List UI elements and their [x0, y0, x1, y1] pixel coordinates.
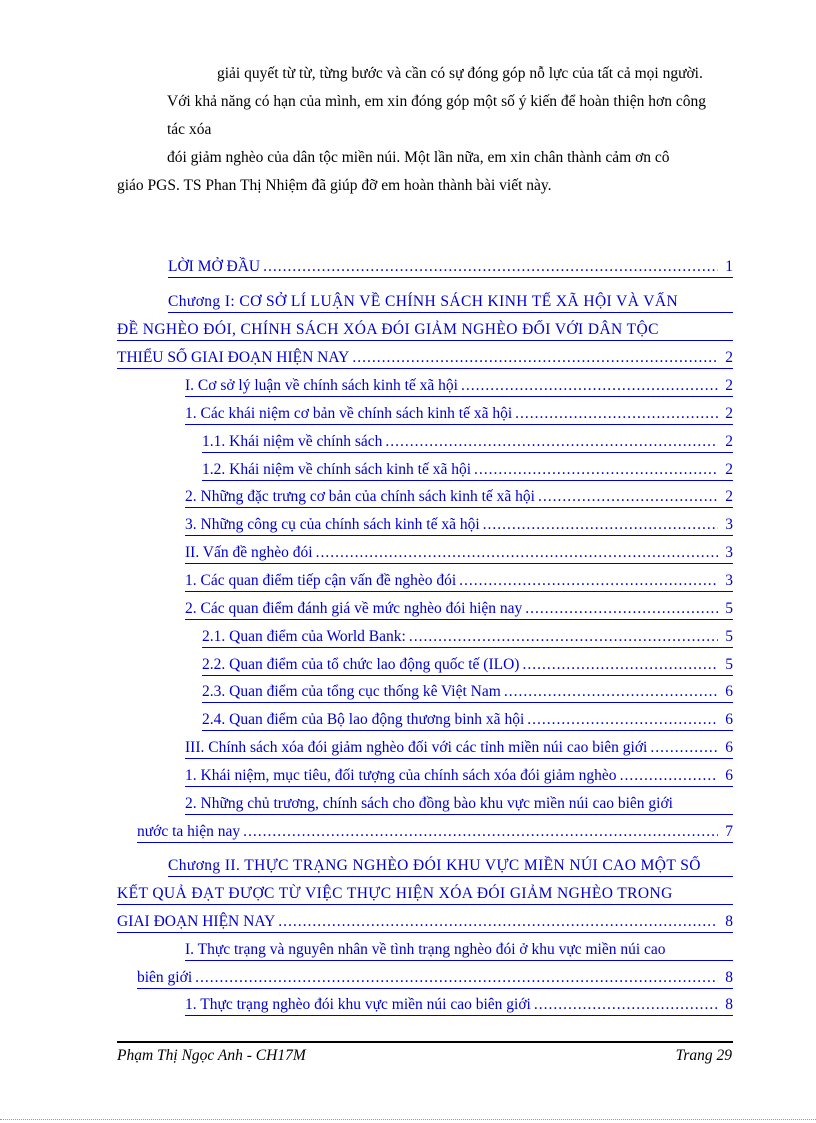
toc-leader — [474, 460, 718, 480]
toc-leader — [385, 432, 718, 452]
footer-divider — [117, 1041, 733, 1043]
toc-entry-text: 1.1. Khái niệm về chính sách — [202, 433, 383, 450]
toc-page-number: 3 — [725, 544, 733, 561]
toc-leader — [527, 710, 718, 730]
toc-entry[interactable] — [185, 995, 733, 1016]
toc-entry-text: II. Vấn đề nghèo đói — [185, 544, 313, 561]
toc-entry[interactable] — [117, 320, 733, 341]
toc-entry[interactable] — [137, 968, 733, 989]
toc-page-number: 2 — [725, 405, 733, 422]
toc-page-number: 2 — [725, 488, 733, 505]
toc-entry[interactable] — [117, 348, 733, 369]
toc-leader — [459, 571, 718, 591]
paragraph-line: Với khả năng có hạn của mình, em xin đóng góp một số ý kiến để hoàn thiện hơn công — [167, 93, 706, 110]
toc-entry[interactable] — [185, 766, 733, 787]
toc-entry-text: 1.2. Khái niệm về chính sách kinh tế xã hội — [202, 461, 472, 478]
paragraph-line — [117, 116, 732, 144]
toc-entry[interactable] — [137, 822, 733, 843]
toc-leader — [352, 348, 718, 368]
toc-entry[interactable] — [185, 487, 733, 508]
toc-entry-text: 2.2. Quan điểm của tổ chức lao động quốc tế (ILO) — [202, 656, 520, 673]
toc-page-number: 6 — [725, 739, 733, 756]
toc-entry[interactable] — [168, 257, 733, 278]
toc-leader — [316, 543, 719, 563]
toc-entry-text: 1. Các khái niệm cơ bản về chính sách kinh tế xã hội — [185, 405, 513, 422]
toc-page-number: 5 — [725, 656, 733, 673]
toc-entry-text: nước ta hiện nay — [137, 823, 241, 840]
footer-page-number: Trang 29 — [675, 1047, 732, 1064]
page-boundary — [0, 1119, 816, 1120]
toc-leader — [195, 968, 718, 988]
toc-entry-text: 1. Các quan điểm tiếp cận vấn đề nghèo đói — [185, 572, 457, 589]
toc-page-number: 2 — [725, 349, 733, 366]
toc-leader — [278, 912, 718, 932]
toc-entry-text: 2.3. Quan điểm của tổng cục thống kê Việt Nam — [202, 683, 501, 700]
toc-entry-text: Chương I: CƠ SỞ LÍ LUẬN VỀ CHÍNH SÁCH KINH TẾ XÃ HỘI VÀ VẤN — [168, 293, 679, 310]
toc-entry-text: 2.1. Quan điểm của World Bank: — [202, 628, 406, 645]
toc-page-number: 5 — [725, 628, 733, 645]
toc-page-number: 7 — [725, 823, 733, 840]
toc-entry[interactable] — [185, 794, 733, 815]
toc-leader — [461, 376, 718, 396]
toc-page-number: 1 — [725, 258, 733, 275]
toc-entry-text: THIỂU SỐ GIAI ĐOẠN HIỆN NAY — [117, 349, 350, 366]
toc-entry[interactable] — [185, 376, 733, 397]
toc-leader — [534, 995, 718, 1015]
toc-leader — [525, 599, 718, 619]
thanks-paragraph — [117, 144, 732, 200]
footer-author: Phạm Thị Ngọc Anh - CH17M — [117, 1047, 306, 1064]
toc-entry[interactable] — [185, 940, 733, 961]
toc-entry-text: Chương II. THỰC TRẠNG NGHÈO ĐÓI KHU VỰC MIỀN NÚI CAO MỘT SỐ — [168, 857, 701, 874]
toc-entry[interactable] — [168, 292, 733, 313]
toc-entry[interactable] — [202, 432, 733, 453]
toc-entry[interactable] — [202, 627, 733, 648]
toc-entry-text: GIAI ĐOẠN HIỆN NAY — [117, 913, 276, 930]
toc-entry-text: 2. Những đặc trưng cơ bản của chính sách kinh tế xã hội — [185, 488, 535, 505]
toc-leader — [522, 655, 718, 675]
paragraph-line: đói giảm nghèo của dân tộc miền núi. Một lần nữa, em xin chân thành cảm ơn cô — [167, 149, 670, 166]
toc-page-number: 3 — [725, 516, 733, 533]
toc-leader — [650, 738, 718, 758]
toc-page-number: 2 — [725, 461, 733, 478]
toc-entry-text: 2. Các quan điểm đánh giá về mức nghèo đói hiện nay — [185, 600, 523, 617]
toc-leader — [243, 822, 718, 842]
toc-page-number: 2 — [725, 377, 733, 394]
closing-paragraph — [117, 60, 732, 144]
toc-leader — [483, 515, 719, 535]
toc-entry-text: ĐỀ NGHÈO ĐÓI, CHÍNH SÁCH XÓA ĐÓI GIẢM NGHÈO ĐỐI VỚI DÂN TỘC — [117, 321, 659, 338]
toc-entry[interactable] — [185, 571, 733, 592]
toc-entry-text: III. Chính sách xóa đói giảm nghèo đối với các tỉnh miền núi cao biên giới — [185, 739, 648, 756]
toc-leader — [504, 682, 718, 702]
toc-entry-text: LỜI MỞ ĐẦU — [168, 258, 261, 275]
toc-entry-text: 2.4. Quan điểm của Bộ lao động thương binh xã hội — [202, 711, 525, 728]
paragraph-line: giải quyết từ từ, từng bước và cần có sự đóng góp nỗ lực của tất cả mọi người. — [217, 65, 703, 82]
toc-entry-text: I. Cơ sở lý luận về chính sách kinh tế xã hội — [185, 377, 458, 394]
toc-page-number: 6 — [725, 711, 733, 728]
paragraph-line: giáo PGS. TS Phan Thị Nhiệm đã giúp đỡ em hoàn thành bài viết này. — [117, 177, 552, 194]
toc-entry[interactable] — [202, 460, 733, 481]
toc-page-number: 3 — [725, 572, 733, 589]
toc-leader — [538, 487, 718, 507]
toc-entry[interactable] — [202, 682, 733, 703]
toc-entry[interactable] — [117, 912, 733, 933]
toc-entry[interactable] — [202, 655, 733, 676]
toc-entry[interactable] — [185, 515, 733, 536]
toc-page-number: 2 — [725, 433, 733, 450]
paragraph-word: xóa — [188, 121, 212, 138]
paragraph-word: tác — [167, 121, 186, 138]
toc-entry-text: 2. Những chủ trương, chính sách cho đồng bào khu vực miền núi cao biên giới — [185, 795, 673, 812]
toc-entry-text: biên giới — [137, 969, 193, 986]
toc-entry-text: I. Thực trạng và nguyên nhân về tình trạng nghèo đói ở khu vực miền núi cao — [185, 941, 666, 958]
toc-entry[interactable] — [185, 599, 733, 620]
toc-entry-text: 1. Thực trạng nghèo đói khu vực miền núi cao biên giới — [185, 996, 531, 1013]
toc-entry[interactable] — [168, 856, 733, 877]
toc-entry[interactable] — [202, 710, 733, 731]
toc-entry[interactable] — [185, 543, 733, 564]
toc-entry[interactable] — [185, 738, 733, 759]
toc-entry-text: 3. Những công cụ của chính sách kinh tế xã hội — [185, 516, 480, 533]
toc-entry[interactable] — [185, 404, 733, 425]
toc-leader — [515, 404, 718, 424]
toc-leader — [263, 257, 718, 277]
toc-leader — [620, 766, 719, 786]
toc-page-number: 6 — [725, 683, 733, 700]
toc-page-number: 6 — [725, 767, 733, 784]
toc-page-number: 5 — [725, 600, 733, 617]
toc-page-number: 8 — [725, 969, 733, 986]
toc-page-number: 8 — [725, 913, 733, 930]
toc-leader — [409, 627, 718, 647]
toc-entry-text: KẾT QUẢ ĐẠT ĐƯỢC TỪ VIỆC THỰC HIỆN XÓA ĐÓI GIẢM NGHÈO TRONG — [117, 885, 673, 902]
toc-entry-text: 1. Khái niệm, mục tiêu, đối tượng của chính sách xóa đói giảm nghèo — [185, 767, 617, 784]
toc-entry[interactable] — [117, 884, 733, 905]
toc-page-number: 8 — [725, 996, 733, 1013]
